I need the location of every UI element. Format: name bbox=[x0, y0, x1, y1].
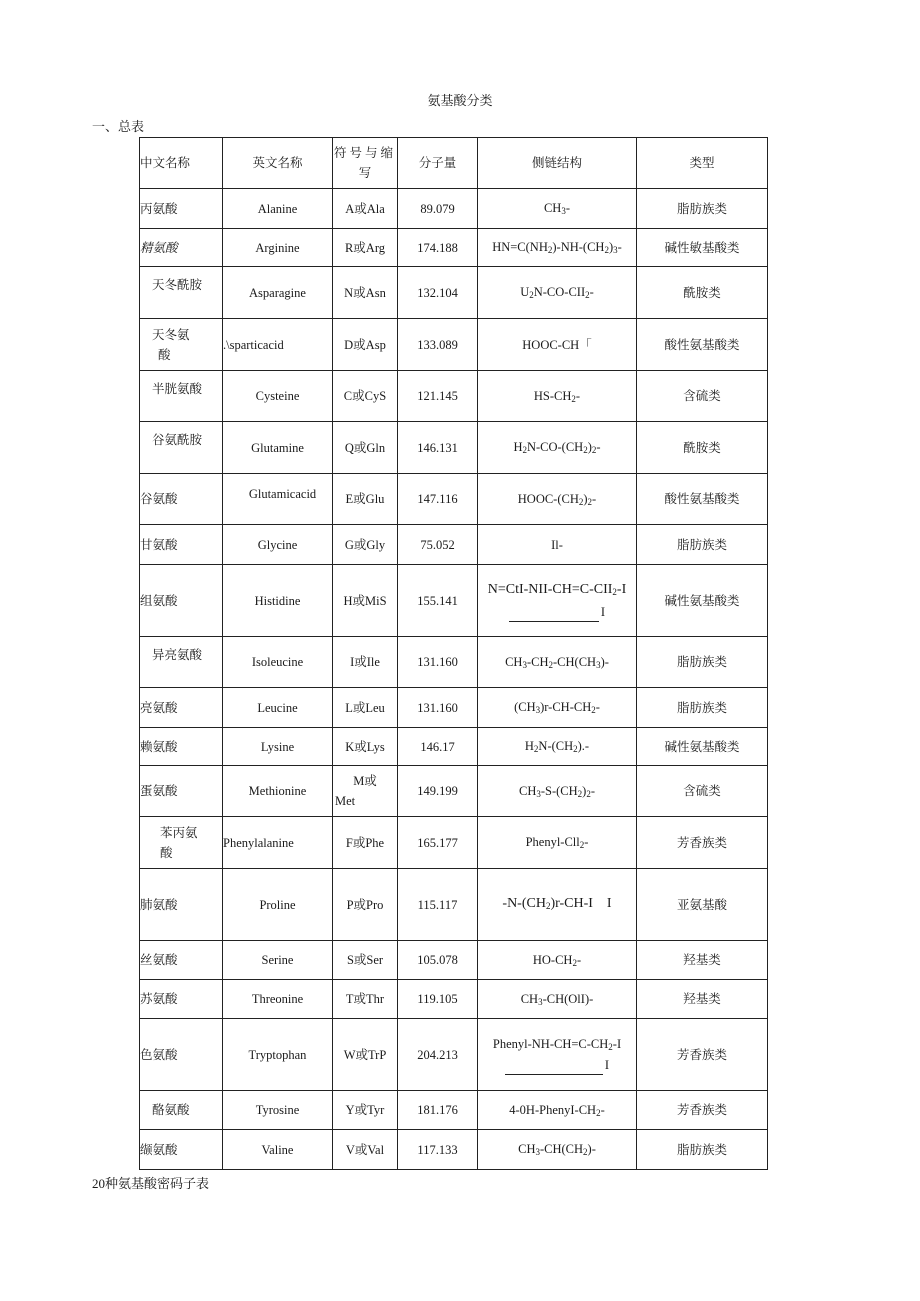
cell-side-chain-line1: Phenyl-$NH-CH=C-CH_2-I$ bbox=[492, 1037, 622, 1053]
table-row bbox=[140, 688, 768, 728]
cell-mw: 117.133 bbox=[398, 1130, 478, 1170]
header-en-name: 英文名称 bbox=[223, 138, 333, 189]
header-abbr bbox=[333, 138, 398, 189]
cell-cn: 缬氨酸 bbox=[140, 1130, 223, 1170]
subscript: 3 bbox=[535, 705, 541, 716]
cell-cn: 谷氨酰胺 bbox=[140, 422, 223, 474]
table-row bbox=[140, 189, 768, 229]
subscript: 2 bbox=[578, 496, 584, 507]
amino-acid-table bbox=[139, 137, 768, 1170]
table-row bbox=[140, 525, 768, 565]
cell-cn: 天冬酰胺 bbox=[140, 267, 223, 319]
cell-abbr: C或CyS bbox=[333, 371, 398, 422]
cell-type: 脂肪族类 bbox=[637, 1130, 768, 1170]
cell-side-chain: $HN=C(NH_2)-NH-(CH_2)_3-$ bbox=[478, 229, 637, 267]
cell-en: Lysine bbox=[223, 728, 333, 766]
subscript: 3 bbox=[613, 245, 618, 256]
cell-cn: 丙氨酸 bbox=[140, 189, 223, 229]
cell-side-chain: Il- bbox=[478, 525, 637, 565]
cell-side-chain: $-N-(CH_2)r-CH-I$ I bbox=[478, 869, 637, 941]
subscript: 2 bbox=[548, 659, 553, 670]
cell-cn: 精氨酸 bbox=[140, 229, 223, 267]
cell-abbr: N或Asn bbox=[333, 267, 398, 319]
bond-line bbox=[509, 609, 599, 622]
cell-en: Arginine bbox=[223, 229, 333, 267]
cell-abbr: H或MiS bbox=[333, 565, 398, 637]
cell-abbr: I或Ile bbox=[333, 637, 398, 688]
cell-mw: 121.145 bbox=[398, 371, 478, 422]
cell-abbr: F或Phe bbox=[333, 817, 398, 869]
cell-type: 羟基类 bbox=[637, 980, 768, 1019]
cell-cn: 半胱氨酸 bbox=[140, 371, 223, 422]
cell-en: Proline bbox=[223, 869, 333, 941]
cell-en: Alanine bbox=[223, 189, 333, 229]
cell-abbr: L或Leu bbox=[333, 688, 398, 728]
cell-cn: 组氨酸 bbox=[140, 565, 223, 637]
subscript: 2 bbox=[522, 445, 527, 456]
cell-mw: 174.188 bbox=[398, 229, 478, 267]
subscript: 3 bbox=[536, 788, 541, 799]
subscript: 2 bbox=[583, 1147, 588, 1158]
cell-en: Glycine bbox=[223, 525, 333, 565]
cell-mw: 131.160 bbox=[398, 688, 478, 728]
subscript: 2 bbox=[579, 840, 585, 851]
cell-mw: 133.089 bbox=[398, 319, 478, 371]
cell-mw: 146.17 bbox=[398, 728, 478, 766]
cell-mw: 119.105 bbox=[398, 980, 478, 1019]
cell-side-chain: $CH_3-S-(CH_2)_2-$ bbox=[478, 766, 637, 817]
subscript: 2 bbox=[612, 587, 617, 598]
cell-abbr: G或Gly bbox=[333, 525, 398, 565]
subscript: 3 bbox=[561, 206, 566, 217]
table-row bbox=[140, 229, 768, 267]
cell-type: 芳香族类 bbox=[637, 817, 768, 869]
cell-side-chain: $HS-CH_2-$ bbox=[478, 371, 637, 422]
cell-side-chain: $CH_3-CH(OlI)-$ bbox=[478, 980, 637, 1019]
table-row bbox=[140, 371, 768, 422]
cell-side-chain: $U_2N-CO-CII_2-$ bbox=[478, 267, 637, 319]
cell-mw: 115.117 bbox=[398, 869, 478, 941]
header-mw: 分子量 bbox=[398, 138, 478, 189]
cell-abbr: E或Glu bbox=[333, 474, 398, 525]
cell-abbr-line2: Met bbox=[335, 794, 356, 808]
cell-cn: 丝氨酸 bbox=[140, 941, 223, 980]
cell-cn: 亮氨酸 bbox=[140, 688, 223, 728]
cell-cn: 肺氨酸 bbox=[140, 869, 223, 941]
cell-mw: 132.104 bbox=[398, 267, 478, 319]
cell-type: 羟基类 bbox=[637, 941, 768, 980]
cell-side-chain: $CH_3-CH_2-CH(CH_3)-$ bbox=[478, 637, 637, 688]
cell-cn: 异亮氨酸 bbox=[140, 637, 223, 688]
cell-side-chain: $H_2N-CO-(CH_2)_2-$ bbox=[478, 422, 637, 474]
cell-en: Glutamine bbox=[223, 422, 333, 474]
subscript: 3 bbox=[538, 996, 543, 1007]
cell-mw: 204.213 bbox=[398, 1019, 478, 1091]
cell-abbr: K或Lys bbox=[333, 728, 398, 766]
cell-en: Methionine bbox=[223, 766, 333, 817]
cell-type: 碱性氨基酸类 bbox=[637, 565, 768, 637]
table-row bbox=[140, 941, 768, 980]
footer-caption: 20种氨基酸密码子表 bbox=[92, 1176, 210, 1191]
cell-abbr: W或TrP bbox=[333, 1019, 398, 1091]
header-abbr-line1: 符号与缩 bbox=[333, 146, 396, 160]
subscript: 2 bbox=[572, 957, 577, 968]
cell-cn-line2: 酸 bbox=[158, 347, 171, 362]
table-row bbox=[140, 637, 768, 688]
cell-en: Leucine bbox=[223, 688, 333, 728]
subscript: 3 bbox=[522, 659, 527, 670]
cell-type: 含硫类 bbox=[637, 371, 768, 422]
subscript: 2 bbox=[529, 290, 534, 301]
subscript: 2 bbox=[586, 788, 591, 799]
subscript: 3 bbox=[596, 659, 601, 670]
table-header-row bbox=[140, 138, 768, 189]
cell-mw: 89.079 bbox=[398, 189, 478, 229]
cell-en: Threonine bbox=[223, 980, 333, 1019]
table-row bbox=[140, 1091, 768, 1130]
header-cn-name: 中文名称 bbox=[140, 138, 223, 189]
table-row bbox=[140, 1019, 768, 1091]
subscript: 2 bbox=[591, 705, 596, 716]
cell-cn: 酪氨酸 bbox=[140, 1091, 223, 1130]
cell-en: Tryptophan bbox=[223, 1019, 333, 1091]
cell-side-chain bbox=[478, 1019, 637, 1091]
cell-type: 芳香族类 bbox=[637, 1091, 768, 1130]
table-row bbox=[140, 422, 768, 474]
cell-abbr: D或Asp bbox=[333, 319, 398, 371]
cell-type: 脂肪族类 bbox=[637, 189, 768, 229]
cell-side-chain: $H_2N-(CH_2).-$ bbox=[478, 728, 637, 766]
cell-mw: 155.141 bbox=[398, 565, 478, 637]
subscript: 3 bbox=[535, 1147, 540, 1158]
cell-abbr: V或Val bbox=[333, 1130, 398, 1170]
cell-en: Cysteine bbox=[223, 371, 333, 422]
subscript: 2 bbox=[533, 744, 539, 755]
cell-side-chain: HOOC-$(CH_2)_2-$ bbox=[478, 474, 637, 525]
table-row bbox=[140, 766, 768, 817]
cell-cn bbox=[140, 319, 223, 371]
cell-mw: 105.078 bbox=[398, 941, 478, 980]
cell-en: Valine bbox=[223, 1130, 333, 1170]
header-type: 类型 bbox=[637, 138, 768, 189]
cell-abbr: Q或Gln bbox=[333, 422, 398, 474]
cell-side-chain: $CH_3-CH(CH_2)-$ bbox=[478, 1130, 637, 1170]
subscript: 2 bbox=[573, 744, 578, 755]
table-row bbox=[140, 980, 768, 1019]
subscript: 2 bbox=[608, 1042, 613, 1053]
cell-side-chain: Phenyl-Cll$_2$- bbox=[478, 817, 637, 869]
cell-mw: 147.116 bbox=[398, 474, 478, 525]
cell-cn: 色氨酸 bbox=[140, 1019, 223, 1091]
cell-abbr bbox=[333, 766, 398, 817]
cell-side-chain: $HO-CH_2-$ bbox=[478, 941, 637, 980]
cell-cn-line1: 天冬氨 bbox=[152, 327, 190, 342]
table-row bbox=[140, 817, 768, 869]
cell-side-chain: $(CH_3)r-CH-CH_2-$ bbox=[478, 688, 637, 728]
cell-en: Phenylalanine bbox=[223, 817, 333, 869]
cell-type: 碱性敏基酸类 bbox=[637, 229, 768, 267]
page-title: 氨基酸分类 bbox=[427, 93, 493, 108]
cell-abbr: T或Thr bbox=[333, 980, 398, 1019]
subscript: 2 bbox=[571, 393, 576, 404]
cell-en: Asparagine bbox=[223, 267, 333, 319]
cell-cn: 赖氨酸 bbox=[140, 728, 223, 766]
cell-en: Histidine bbox=[223, 565, 333, 637]
cell-en: .\sparticacid bbox=[223, 319, 333, 371]
cell-en: Tyrosine bbox=[223, 1091, 333, 1130]
cell-mw: 75.052 bbox=[398, 525, 478, 565]
cell-side-chain-line2 bbox=[478, 1055, 636, 1075]
cell-side-chain bbox=[478, 565, 637, 637]
subscript: 2 bbox=[604, 245, 609, 256]
table-row bbox=[140, 319, 768, 371]
cell-type: 脂肪族类 bbox=[637, 688, 768, 728]
cell-side-chain: $CH_3-$ bbox=[478, 189, 637, 229]
cell-type: 酰胺类 bbox=[637, 267, 768, 319]
cell-cn: 苏氨酸 bbox=[140, 980, 223, 1019]
cell-side-chain-line2 bbox=[478, 602, 636, 622]
cell-type: 脂肪族类 bbox=[637, 525, 768, 565]
table-row bbox=[140, 869, 768, 941]
cell-mw: 181.176 bbox=[398, 1091, 478, 1130]
bond-line bbox=[505, 1062, 603, 1075]
cell-side-chain-line2-text: I bbox=[600, 604, 606, 619]
subscript: 2 bbox=[585, 290, 590, 301]
header-abbr-line2: 写 bbox=[358, 166, 372, 180]
table-row bbox=[140, 728, 768, 766]
subscript: 2 bbox=[545, 901, 551, 912]
cell-abbr: Y或Tyr bbox=[333, 1091, 398, 1130]
cell-abbr: P或Pro bbox=[333, 869, 398, 941]
subscript: 2 bbox=[587, 496, 593, 507]
cell-cn-line2: 酸 bbox=[160, 845, 173, 860]
cell-cn bbox=[140, 817, 223, 869]
cell-side-chain-line1: $N=CtI-NII-CH=C-CII_2-I$ bbox=[487, 582, 627, 598]
cell-en: Serine bbox=[223, 941, 333, 980]
cell-type: 酸性氨基酸类 bbox=[637, 474, 768, 525]
section-heading: 一、总表 bbox=[92, 119, 145, 134]
cell-type: 含硫类 bbox=[637, 766, 768, 817]
cell-type: 碱性氨基酸类 bbox=[637, 728, 768, 766]
cell-type: 芳香族类 bbox=[637, 1019, 768, 1091]
subscript: 2 bbox=[577, 788, 583, 799]
cell-abbr: S或Ser bbox=[333, 941, 398, 980]
cell-abbr-line1: M或 bbox=[353, 774, 377, 788]
cell-abbr: A或Ala bbox=[333, 189, 398, 229]
cell-cn: 甘氨酸 bbox=[140, 525, 223, 565]
subscript: 2 bbox=[591, 445, 597, 456]
table-row bbox=[140, 1130, 768, 1170]
cell-side-chain: HOOC-CH「 bbox=[478, 319, 637, 371]
cell-cn: 谷氨酸 bbox=[140, 474, 223, 525]
cell-en: Isoleucine bbox=[223, 637, 333, 688]
header-side-chain: 侧链结构 bbox=[478, 138, 637, 189]
cell-type: 酸性氨基酸类 bbox=[637, 319, 768, 371]
subscript: 2 bbox=[547, 245, 553, 256]
subscript: 2 bbox=[583, 445, 588, 456]
cell-side-chain-line2-text: I bbox=[604, 1057, 610, 1072]
cell-type: 酰胺类 bbox=[637, 422, 768, 474]
cell-en: Glutamicacid bbox=[223, 474, 333, 525]
table-row bbox=[140, 267, 768, 319]
cell-mw: 165.177 bbox=[398, 817, 478, 869]
cell-side-chain: $4-0H-PhenyI-CH_2-$ bbox=[478, 1091, 637, 1130]
cell-abbr: R或Arg bbox=[333, 229, 398, 267]
table-row bbox=[140, 474, 768, 525]
cell-mw: 131.160 bbox=[398, 637, 478, 688]
cell-type: 脂肪族类 bbox=[637, 637, 768, 688]
subscript: 2 bbox=[596, 1107, 601, 1118]
cell-mw: 146.131 bbox=[398, 422, 478, 474]
cell-cn-line1: 苯丙氨 bbox=[160, 825, 198, 840]
cell-type: 亚氨基酸 bbox=[637, 869, 768, 941]
cell-mw: 149.199 bbox=[398, 766, 478, 817]
table-row bbox=[140, 565, 768, 637]
cell-cn: 蛋氨酸 bbox=[140, 766, 223, 817]
